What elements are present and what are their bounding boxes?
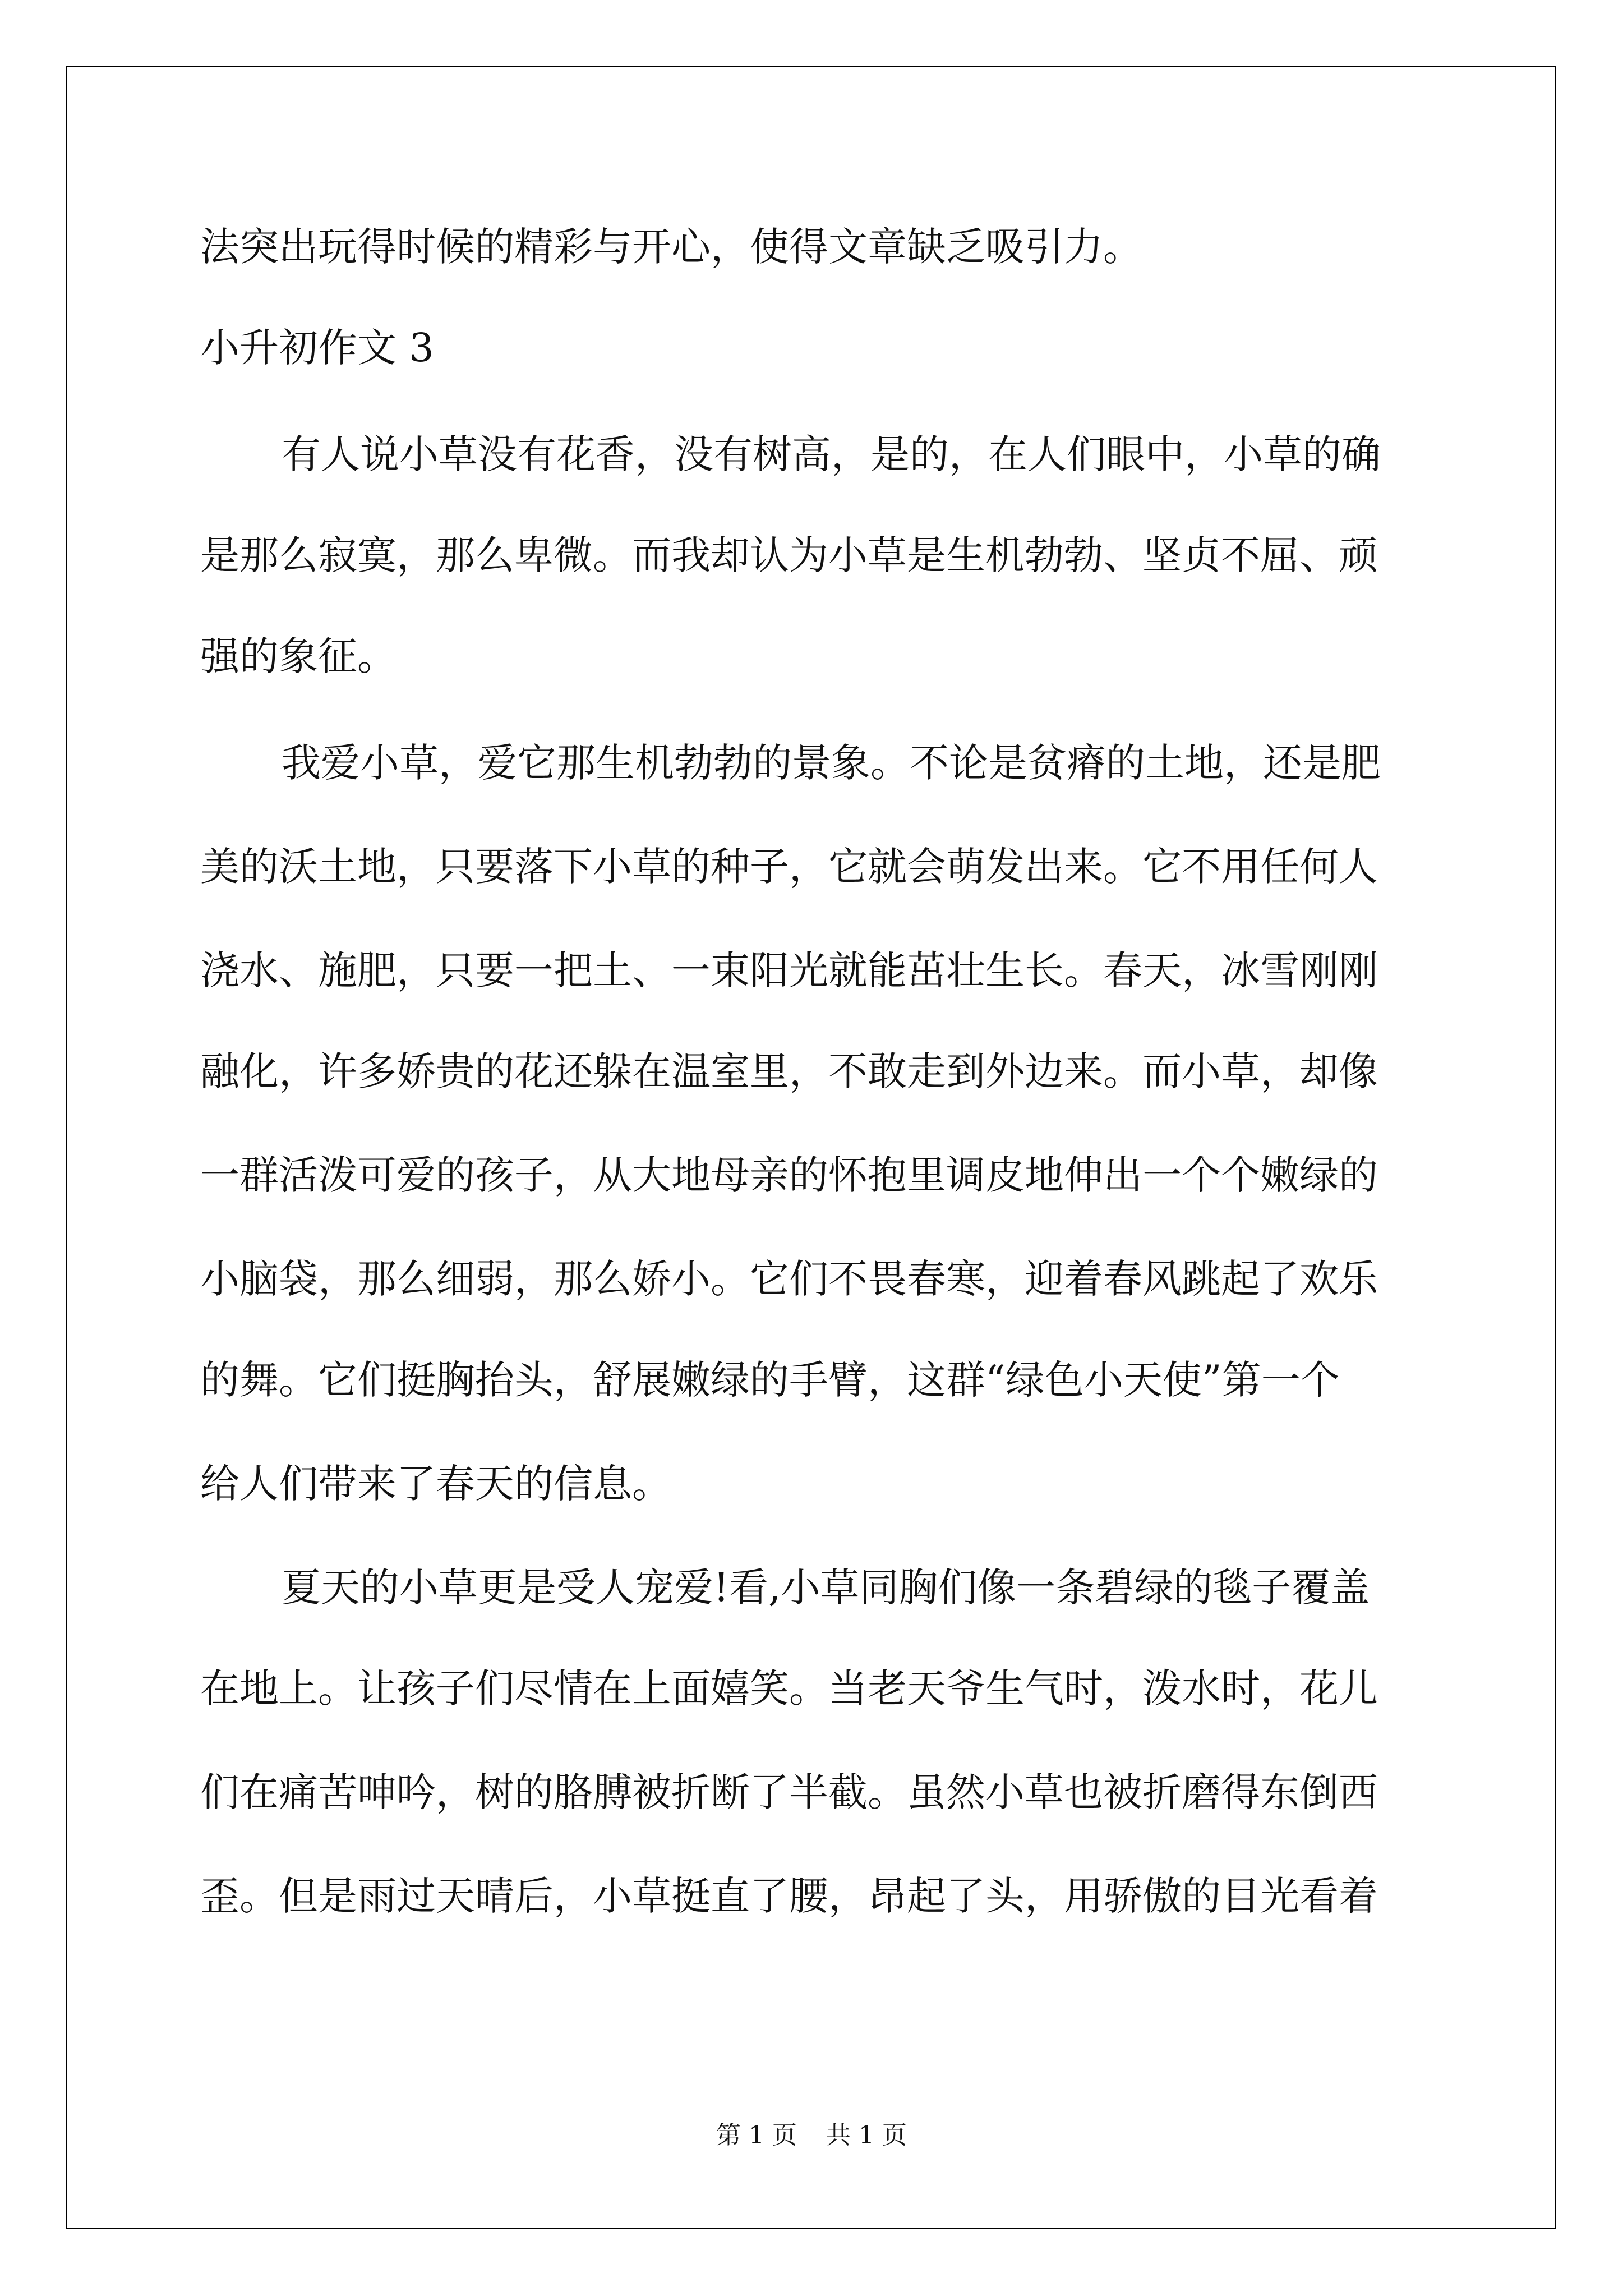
page-number: 第 1 页 (716, 2121, 797, 2150)
page-footer (0, 2115, 1623, 2151)
text-line: 是那么寂寞，那么卑微。而我却认为小草是生机勃勃、坚贞不屈、顽 (200, 532, 1378, 578)
text-line: 美的沃土地，只要落下小草的种子，它就会萌发出来。它不用任何人 (200, 844, 1378, 890)
paragraph-first-line: 我爱小草，爱它那生机勃勃的景象。不论是贫瘠的土地，还是肥 (282, 740, 1381, 786)
paragraph-first-line: 有人说小草没有花香，没有树高，是的，在人们眼中，小草的确 (282, 431, 1381, 477)
section-title: 小升初作文 3 (200, 325, 434, 371)
text-line: 浇水、施肥，只要一把土、一束阳光就能茁壮生长。春天，冰雪刚刚 (200, 947, 1378, 993)
page-total: 共 1 页 (826, 2121, 907, 2150)
text-line: 们在痛苦呻吟，树的胳膊被折断了半截。虽然小草也被折磨得东倒西 (200, 1769, 1378, 1815)
text-line: 法突出玩得时候的精彩与开心，使得文章缺乏吸引力。 (200, 224, 1142, 270)
text-line: 给人们带来了春天的信息。 (200, 1461, 671, 1507)
text-line: 在地上。让孩子们尽情在上面嬉笑。当老天爷生气时，泼水时，花儿 (200, 1665, 1378, 1711)
paragraph-first-line: 夏天的小草更是受人宠爱!看,小草同胸们像一条碧绿的毯子覆盖 (282, 1565, 1370, 1611)
text-line: 融化，许多娇贵的花还躲在温室里，不敢走到外边来。而小草，却像 (200, 1048, 1378, 1094)
text-line: 强的象征。 (200, 633, 396, 679)
text-line: 小脑袋，那么细弱，那么娇小。它们不畏春寒，迎着春风跳起了欢乐 (200, 1256, 1378, 1302)
text-line: 的舞。它们挺胸抬头，舒展嫩绿的手臂，这群“绿色小天使”第一个 (200, 1357, 1340, 1403)
text-line: 歪。但是雨过天晴后，小草挺直了腰，昂起了头，用骄傲的目光看着 (200, 1873, 1378, 1919)
text-line: 一群活泼可爱的孩子，从大地母亲的怀抱里调皮地伸出一个个嫩绿的 (200, 1152, 1378, 1198)
